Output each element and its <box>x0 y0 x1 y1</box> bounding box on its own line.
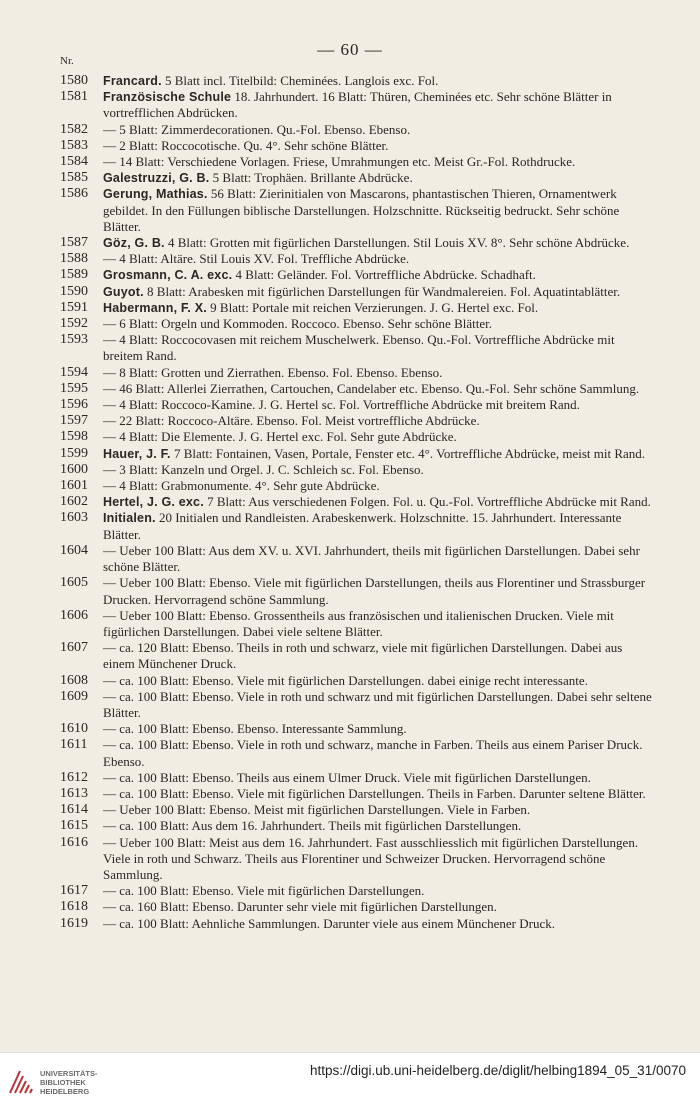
entry-description: — ca. 100 Blatt: Ebenso. Viele mit figürlichen Darstellungen. Theils in Farben. Darunter seltene Blätter. <box>103 785 646 801</box>
entry-text <box>103 446 652 462</box>
catalog-entry <box>60 284 652 300</box>
catalog-entry <box>60 446 652 462</box>
entry-text <box>103 235 652 251</box>
catalog-entry <box>60 608 652 640</box>
catalog-entry <box>60 316 652 332</box>
entry-text <box>103 251 652 267</box>
entry-number: 1587 <box>60 235 88 251</box>
catalog-entry <box>60 494 652 510</box>
entry-text <box>103 786 652 802</box>
library-logo-text <box>40 1069 98 1096</box>
catalog-entry <box>60 916 652 932</box>
entry-text <box>103 267 652 283</box>
entry-text <box>103 316 652 332</box>
entry-text <box>103 413 652 429</box>
entry-number: 1599 <box>60 445 88 461</box>
catalog-entry <box>60 300 652 316</box>
entry-text <box>103 462 652 478</box>
entry-description: 7 Blatt: Aus verschiedenen Folgen. Fol. u. Qu.-Fol. Vortreffliche Abdrücke mit Rand. <box>203 494 651 510</box>
entry-description: — 6 Blatt: Orgeln und Kommoden. Roccoco. Ebenso. Sehr schöne Blätter. <box>103 316 492 332</box>
entry-text <box>103 332 652 364</box>
entry-description: — 2 Blatt: Roccocotische. Qu. 4°. Sehr schöne Blätter. <box>103 137 389 153</box>
entry-description: — ca. 120 Blatt: Ebenso. Theils in roth und schwarz, viele mit figürlichen Darstellungen. Dabei aus einem Münchener Druck. <box>103 640 623 672</box>
catalog-entry <box>60 267 652 283</box>
entry-description: 5 Blatt incl. Titelbild: Cheminées. Langlois exc. Fol. <box>161 73 439 88</box>
entry-number: 1600 <box>60 461 88 477</box>
catalog-entry <box>60 575 652 607</box>
entry-number: 1614 <box>60 802 88 818</box>
entry-text <box>103 543 652 575</box>
entry-description: — Ueber 100 Blatt: Ebenso. Viele mit figürlichen Darstellungen, theils aus Florentiner und Strassburger Drucken. Hervorragend schöne Sammlung. <box>103 575 646 607</box>
entry-number: 1617 <box>60 883 88 899</box>
entry-description: — Ueber 100 Blatt: Ebenso. Grossentheils aus französischen und italienischen Drucken. Viele mit figürlichen Darstellungen. Dabei viele seltene Blätter. <box>103 607 614 639</box>
entry-number: 1596 <box>60 397 88 413</box>
catalog-entry <box>60 462 652 478</box>
catalog-entry <box>60 640 652 672</box>
entry-description: 8 Blatt: Arabesken mit figürlichen Darstellungen für Wandmalereien. Fol. Aquatintablätter. <box>143 283 621 299</box>
number-column-label: Nr. <box>60 55 74 67</box>
catalog-entry <box>60 381 652 397</box>
entry-description: 56 Blatt: Zierinitialen von Mascarons, phantastischen Thieren, Ornamentwerk gebildet. In den Füllungen biblische Darstellungen. Holzschnitte. Rückseitig bedruckt. Sehr schöne Blätter. <box>103 186 620 234</box>
logo-line-2: BIBLIOTHEK <box>40 1077 86 1087</box>
entry-description: — Ueber 100 Blatt: Ebenso. Meist mit figürlichen Darstellungen. Viele in Farben. <box>103 802 531 818</box>
catalog-entry <box>60 721 652 737</box>
entry-text <box>103 608 652 640</box>
entry-description: 4 Blatt: Grotten mit figürlichen Darstellungen. Stil Louis XV. 8°. Sehr schöne Abdrücke. <box>164 235 630 251</box>
entry-number: 1615 <box>60 818 88 834</box>
entry-description: — 46 Blatt: Allerlei Zierrathen, Cartouchen, Candelaber etc. Ebenso. Qu.-Fol. Sehr schöne Sammlung. <box>103 380 640 396</box>
entry-number: 1582 <box>60 121 88 137</box>
entry-description: — ca. 100 Blatt: Ebenso. Viele mit figürlichen Darstellungen. dabei einige recht interessante. <box>103 672 588 688</box>
entry-number: 1583 <box>60 137 88 153</box>
entry-number: 1618 <box>60 899 88 915</box>
page-number: — 60 — <box>317 40 383 59</box>
entry-number: 1610 <box>60 721 88 737</box>
logo-line-1: UNIVERSITÄTS- <box>40 1068 98 1078</box>
entry-artist-name: Gerung, Mathias. <box>103 187 208 202</box>
entry-number: 1590 <box>60 283 88 299</box>
catalog-entry <box>60 251 652 267</box>
entry-description: 5 Blatt: Trophäen. Brillante Abdrücke. <box>209 170 413 186</box>
entry-description: — 4 Blatt: Roccoco-Kamine. J. G. Hertel sc. Fol. Vortreffliche Abdrücke mit breitem Rand. <box>103 397 580 413</box>
entry-description: 4 Blatt: Geländer. Fol. Vortreffliche Abdrücke. Schadhaft. <box>232 267 536 283</box>
entry-number: 1597 <box>60 413 88 429</box>
entry-description: 18. Jahrhundert. 16 Blatt: Thüren, Cheminées etc. Sehr schöne Blätter in vortrefflichen Abdrücken. <box>103 89 612 121</box>
entry-artist-name: Francard. <box>103 74 162 88</box>
entry-text <box>103 883 652 899</box>
entry-text <box>103 494 652 510</box>
entry-number: 1609 <box>60 688 88 704</box>
entry-text <box>103 721 652 737</box>
logo-line-3: HEIDELBERG <box>40 1086 90 1096</box>
entry-number: 1608 <box>60 672 88 688</box>
entry-description: — 22 Blatt: Roccoco-Altäre. Ebenso. Fol. Meist vortreffliche Abdrücke. <box>103 413 480 429</box>
viewer-footer <box>0 1052 700 1107</box>
entry-text <box>103 689 652 721</box>
entry-description: — 3 Blatt: Kanzeln und Orgel. J. C. Schleich sc. Fol. Ebenso. <box>103 461 424 477</box>
entry-artist-name: Hertel, J. G. exc. <box>103 495 204 510</box>
catalog-entry <box>60 429 652 445</box>
entry-text <box>103 186 652 235</box>
entry-description: — ca. 100 Blatt: Ebenso. Viele mit figürlichen Darstellungen. <box>103 883 425 899</box>
entry-text <box>103 365 652 381</box>
entry-number: 1591 <box>60 299 88 315</box>
entry-text <box>103 770 652 786</box>
entry-description: — Ueber 100 Blatt: Aus dem XV. u. XVI. Jahrhundert, theils mit figürlichen Darstellungen. Dabei sehr schöne Blätter. <box>103 542 640 575</box>
catalog-entry <box>60 786 652 802</box>
catalog-entry <box>60 899 652 915</box>
entry-number: 1586 <box>60 186 88 202</box>
entry-text <box>103 429 652 445</box>
catalog-entry <box>60 835 652 884</box>
entry-text <box>103 640 652 672</box>
entry-description: 20 Initialen und Randleisten. Arabeskenwerk. Holzschnitte. 15. Jahrhundert. Interessante Blätter. <box>103 510 622 542</box>
entry-artist-name: Göz, G. B. <box>103 236 165 251</box>
entry-text <box>103 122 652 138</box>
entry-number: 1589 <box>60 267 88 283</box>
entry-text <box>103 154 652 170</box>
entry-number: 1616 <box>60 834 88 850</box>
entry-text <box>103 510 652 542</box>
entry-number: 1603 <box>60 510 88 526</box>
entry-artist-name: Guyot. <box>103 284 144 299</box>
entry-text <box>103 575 652 607</box>
entry-number: 1593 <box>60 332 88 348</box>
catalog-entry <box>60 186 652 235</box>
entry-number: 1598 <box>60 429 88 445</box>
catalog-entry <box>60 510 652 542</box>
catalog-entry <box>60 802 652 818</box>
permalink-url[interactable]: https://digi.ub.uni-heidelberg.de/diglit/helbing1894_05_31/0070 <box>309 1063 686 1078</box>
entry-number: 1585 <box>60 170 88 186</box>
entry-artist-name: Französische Schule <box>103 90 232 105</box>
entry-number: 1580 <box>60 73 88 88</box>
entry-text <box>103 478 652 494</box>
entry-artist-name: Habermann, F. X. <box>103 300 207 315</box>
catalog-entry <box>60 138 652 154</box>
entry-description: — Ueber 100 Blatt: Meist aus dem 16. Jahrhundert. Fast ausschliesslich mit figürlichen Darstellungen. Viele in roth und Schwarz. Theils aus Florentiner und Schweizer Drucken. Hervorragend schöne Sammlung. <box>103 834 639 882</box>
entry-number: 1601 <box>60 478 88 494</box>
catalog-entry <box>60 332 652 364</box>
entry-text <box>103 737 652 769</box>
catalog-entries <box>60 73 652 932</box>
library-logo-icon <box>6 1067 36 1097</box>
entry-number: 1619 <box>60 915 88 931</box>
entry-text <box>103 284 652 300</box>
entry-text <box>103 818 652 834</box>
catalog-entry <box>60 122 652 138</box>
entry-description: — 8 Blatt: Grotten und Zierrathen. Ebenso. Fol. Ebenso. Ebenso. <box>103 364 443 380</box>
entry-text <box>103 73 652 89</box>
entry-description: — ca. 100 Blatt: Ebenso. Theils aus einem Ulmer Druck. Viele mit figürlichen Darstellungen. <box>103 769 591 785</box>
entry-text <box>103 300 652 316</box>
entry-description: — ca. 100 Blatt: Ebenso. Viele in roth und schwarz, manche in Farben. Theils aus einem Pariser Druck. Ebenso. <box>103 737 643 769</box>
entry-text <box>103 89 652 121</box>
entry-number: 1584 <box>60 154 88 170</box>
catalog-entry <box>60 737 652 769</box>
entry-number: 1606 <box>60 607 88 623</box>
entry-text <box>103 802 652 818</box>
entry-description: 9 Blatt: Portale mit reichen Verzierungen. J. G. Hertel exc. Fol. <box>206 299 539 315</box>
entry-artist-name: Grosmann, C. A. exc. <box>103 268 233 283</box>
entry-number: 1611 <box>60 737 88 753</box>
catalog-entry <box>60 818 652 834</box>
entry-number: 1612 <box>60 769 88 785</box>
entry-text <box>103 835 652 884</box>
entry-description: — ca. 100 Blatt: Ebenso. Ebenso. Interessante Sammlung. <box>103 721 407 737</box>
catalog-entry <box>60 170 652 186</box>
entry-description: — ca. 100 Blatt: Aus dem 16. Jahrhundert. Theils mit figürlichen Darstellungen. <box>103 818 522 834</box>
catalog-entry <box>60 73 652 89</box>
entry-number: 1592 <box>60 316 88 332</box>
entry-description: — ca. 160 Blatt: Ebenso. Darunter sehr viele mit figürlichen Darstellungen. <box>103 899 497 915</box>
entry-text <box>103 916 652 932</box>
catalog-entry <box>60 689 652 721</box>
entry-description: — 4 Blatt: Altäre. Stil Louis XV. Fol. Treffliche Abdrücke. <box>103 251 410 267</box>
entry-number: 1607 <box>60 640 88 656</box>
entry-text <box>103 138 652 154</box>
entry-text <box>103 397 652 413</box>
catalog-entry <box>60 543 652 575</box>
entry-description: — 4 Blatt: Roccocovasen mit reichem Muschelwerk. Ebenso. Qu.-Fol. Vortreffliche Abdrücke mit breitem Rand. <box>103 332 615 364</box>
catalog-entry <box>60 365 652 381</box>
catalog-entry <box>60 235 652 251</box>
entry-text <box>103 381 652 397</box>
entry-text <box>103 899 652 915</box>
entry-description: — ca. 100 Blatt: Aehnliche Sammlungen. Darunter viele aus einem Münchener Druck. <box>103 915 555 931</box>
entry-artist-name: Hauer, J. F. <box>103 446 171 461</box>
catalog-entry <box>60 397 652 413</box>
entry-number: 1588 <box>60 251 88 267</box>
entry-text <box>103 673 652 689</box>
entry-description: — 14 Blatt: Verschiedene Vorlagen. Friese, Umrahmungen etc. Meist Gr.-Fol. Rothdrucke. <box>103 154 576 170</box>
entry-text <box>103 170 652 186</box>
library-logo[interactable] <box>6 1065 116 1099</box>
entry-description: 7 Blatt: Fontainen, Vasen, Portale, Fenster etc. 4°. Vortreffliche Abdrücke, meist mit Rand. <box>170 445 646 461</box>
entry-number: 1605 <box>60 575 88 591</box>
entry-description: — ca. 100 Blatt: Ebenso. Viele in roth und schwarz und mit figürlichen Darstellungen. Dabei sehr seltene Blätter. <box>103 688 652 720</box>
entry-number: 1581 <box>60 89 88 105</box>
entry-number: 1613 <box>60 785 88 801</box>
catalog-entry <box>60 673 652 689</box>
entry-number: 1604 <box>60 542 88 558</box>
catalog-entry <box>60 478 652 494</box>
entry-description: — 4 Blatt: Die Elemente. J. G. Hertel exc. Fol. Sehr gute Abdrücke. <box>103 429 457 445</box>
catalog-entry <box>60 883 652 899</box>
entry-description: — 5 Blatt: Zimmerdecorationen. Qu.-Fol. Ebenso. Ebenso. <box>103 121 411 137</box>
catalog-entry <box>60 770 652 786</box>
entry-number: 1602 <box>60 494 88 510</box>
entry-artist-name: Initialen. <box>103 511 156 526</box>
entry-artist-name: Galestruzzi, G. B. <box>103 171 210 186</box>
catalog-entry <box>60 413 652 429</box>
catalog-entry <box>60 89 652 121</box>
entry-description: — 4 Blatt: Grabmonumente. 4°. Sehr gute Abdrücke. <box>103 478 380 494</box>
entry-number: 1594 <box>60 364 88 380</box>
entry-number: 1595 <box>60 380 88 396</box>
catalog-entry <box>60 154 652 170</box>
